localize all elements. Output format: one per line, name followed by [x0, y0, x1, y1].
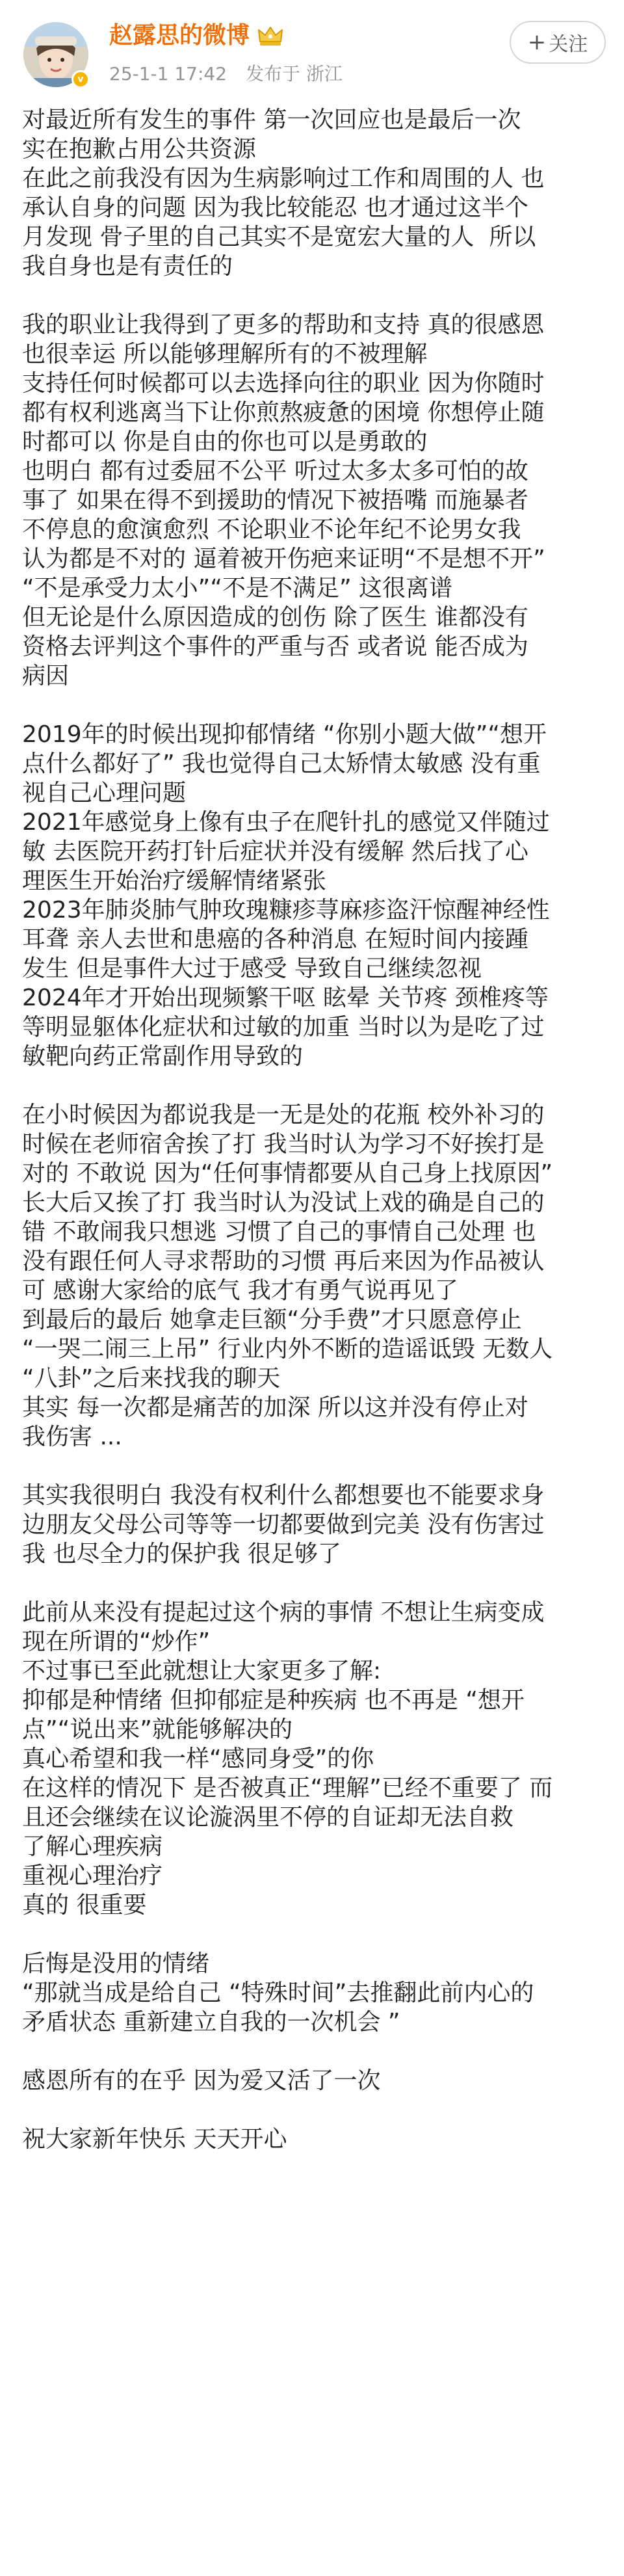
post-text-line: 也很幸运 所以能够理解所有的不被理解: [22, 341, 428, 367]
post-text-line: 视自己心理问题: [22, 780, 187, 806]
post-text-line: 资格去评判这个事件的严重与否 或者说 能否成为: [22, 633, 528, 660]
post-text-line: 不停息的愈演愈烈 不论职业不论年纪不论男女我: [22, 516, 521, 543]
post-text-line: 在小时候因为都说我是一无是处的花瓶 校外补习的: [22, 1102, 545, 1128]
paragraph-gap: [22, 1452, 610, 1481]
post-text-line: 此前从来没有提起过这个病的事情 不想让生病变成: [22, 1599, 545, 1626]
post-text-line: 且还会继续在议论漩涡里不停的自证却无法自救: [22, 1804, 514, 1831]
post-text-line: “不是承受力太小”“不是不满足” 这很离谱: [22, 575, 453, 602]
paragraph-gap: [22, 1569, 610, 1598]
post-text-line: 在此之前我没有因为生病影响过工作和周围的人 也: [22, 165, 545, 192]
post-text-line: 认为都是不对的 逼着被开伤疤来证明“不是想不开”: [22, 546, 545, 572]
post-text-line: “一哭二闹三上吊” 行业内外不断的造谣诋毁 无数人: [22, 1336, 553, 1362]
post-date: 25-1-1 17:42: [109, 63, 228, 85]
post-text-line: 重视心理治疗: [22, 1863, 163, 1889]
post-text-line: 都有权利逃离当下让你煎熬疲惫的困境 你想停止随: [22, 399, 545, 426]
post-text-line: 祝大家新年快乐 天天开心: [22, 2126, 287, 2153]
post-text-line: 时都可以 你是自由的你也可以是勇敢的: [22, 429, 428, 455]
post-text-line: 没有跟任何人寻求帮助的习惯 再后来因为作品被认: [22, 1248, 545, 1275]
post-text-line: 病因: [22, 663, 70, 689]
post-text-line: 时候在老师宿舍挨了打 我当时认为学习不好挨打是: [22, 1131, 545, 1158]
plus-icon: +: [527, 29, 547, 55]
post-text-line: 后悔是没用的情绪: [22, 1950, 210, 1977]
post-text-line: 我 也尽全力的保护我 很足够了: [22, 1541, 341, 1567]
post-text-line: “八卦”之后来找我的聊天: [22, 1365, 281, 1392]
post-header: [0, 0, 624, 98]
post-text-line: 真心希望和我一样“感同身受”的你: [22, 1746, 374, 1772]
post-text-line: 事了 如果在得不到援助的情况下被捂嘴 而施暴者: [22, 487, 528, 514]
paragraph-gap: [22, 2095, 610, 2125]
post-text-line: 错 不敢闹我只想逃 习惯了自己的事情自己处理 也: [22, 1219, 536, 1245]
post-text-line: 对的 不敢说 因为“任何事情都要从自己身上找原因”: [22, 1160, 553, 1187]
post-text-line: 敏 去医院开药打针后症状并没有缓解 然后找了心: [22, 838, 528, 865]
post-text-line: 点”“说出来”就能够解决的: [22, 1716, 292, 1743]
post-text-line: 但无论是什么原因造成的创伤 除了医生 谁都没有: [22, 604, 528, 631]
post-text-line: 我自身也是有责任的: [22, 253, 233, 280]
verified-badge-icon: v: [72, 70, 90, 88]
post-text-line: 其实 每一次都是痛苦的加深 所以这并没有停止对: [22, 1394, 528, 1421]
paragraph-gap: [22, 1071, 610, 1100]
post-text-line: 长大后又挨了打 我当时认为没试上戏的确是自己的: [22, 1189, 545, 1216]
post-text-line: 理医生开始治疗缓解情绪紧张: [22, 868, 327, 894]
post-text-line: 也明白 都有过委屈不公平 听过太多太多可怕的故: [22, 458, 528, 485]
follow-button[interactable]: [510, 21, 606, 64]
paragraph-gap: [22, 1920, 610, 1949]
post-body: [22, 105, 610, 2154]
post-text-line: 可 感谢大家给的底气 我才有勇气说再见了: [22, 1277, 458, 1304]
follow-label: 关注: [549, 33, 588, 56]
post-meta: [109, 61, 356, 87]
post-text-line: 对最近所有发生的事件 第一次回应也是最后一次: [22, 107, 521, 133]
post-text-line: 月发现 骨子里的自己其实不是宽宏大量的人 所以: [22, 224, 536, 250]
post-text-line: 点什么都好了” 我也觉得自己太矫情太敏感 没有重: [22, 750, 541, 777]
post-text-line: 抑郁是种情绪 但抑郁症是种疾病 也不再是 “想开: [22, 1687, 525, 1714]
paragraph-gap: [22, 281, 610, 310]
post-text-line: 2024年才开始出现频繁干呕 眩晕 关节疼 颈椎疼等: [22, 985, 549, 1011]
post-text-line: “那就当成是给自己 “特殊时间”去推翻此前内心的: [22, 1980, 534, 2006]
post-text-line: 敏靶向药正常副作用导致的: [22, 1043, 304, 1070]
post-text-line: 2019年的时候出现抑郁情绪 “你别小题大做”“想开: [22, 721, 547, 748]
vip-crown-icon: [257, 25, 283, 47]
post-text-line: 2021年感觉身上像有虫子在爬针扎的感觉又伴随过: [22, 809, 550, 836]
post-text-line: 实在抱歉占用公共资源: [22, 136, 257, 163]
paragraph-gap: [22, 691, 610, 720]
post-text-line: 2023年肺炎肺气肿玫瑰糠疹荨麻疹盗汗惊醒神经性: [22, 897, 550, 923]
post-text-line: 边朋友父母公司等等一切都要做到完美 没有伤害过: [22, 1511, 545, 1538]
post-text-line: 支持任何时候都可以去选择向往的职业 因为你随时: [22, 370, 545, 397]
post-text-line: 感恩所有的在乎 因为爱又活了一次: [22, 2067, 381, 2094]
post-text-line: 我的职业让我得到了更多的帮助和支持 真的很感恩: [22, 312, 545, 338]
post-text-line: 了解心理疾病: [22, 1833, 163, 1860]
post-text-line: 真的 很重要: [22, 1892, 147, 1919]
post-text-line: 耳聋 亲人去世和患癌的各种消息 在短时间内接踵: [22, 926, 528, 953]
post-text-line: 现在所谓的“炒作”: [22, 1628, 211, 1655]
post-text-line: 矛盾状态 重新建立自我的一次机会 ”: [22, 2009, 400, 2036]
post-text-line: 在这样的情况下 是否被真正“理解”已经不重要了 而: [22, 1775, 553, 1801]
post-text-line: 到最后的最后 她拿走巨额“分手费”才只愿意停止: [22, 1307, 522, 1333]
post-text-line: 等明显躯体化症状和过敏的加重 当时以为是吃了过: [22, 1014, 545, 1041]
post-text-line: 不过事已至此就想让大家更多了解:: [22, 1658, 382, 1684]
name-row: [109, 20, 283, 52]
post-location: 发布于 浙江: [245, 63, 343, 85]
post-text-line: 发生 但是事件大过于感受 导致自己继续忽视: [22, 955, 482, 982]
post-text-line: 承认自身的问题 因为我比较能忍 也才通过这半个: [22, 194, 528, 221]
post-text-line: 我伤害 ...: [22, 1424, 122, 1450]
username[interactable]: 赵露思的微博: [109, 22, 250, 49]
post-text-line: 其实我很明白 我没有权利什么都想要也不能要求身: [22, 1482, 545, 1509]
paragraph-gap: [22, 2037, 610, 2066]
